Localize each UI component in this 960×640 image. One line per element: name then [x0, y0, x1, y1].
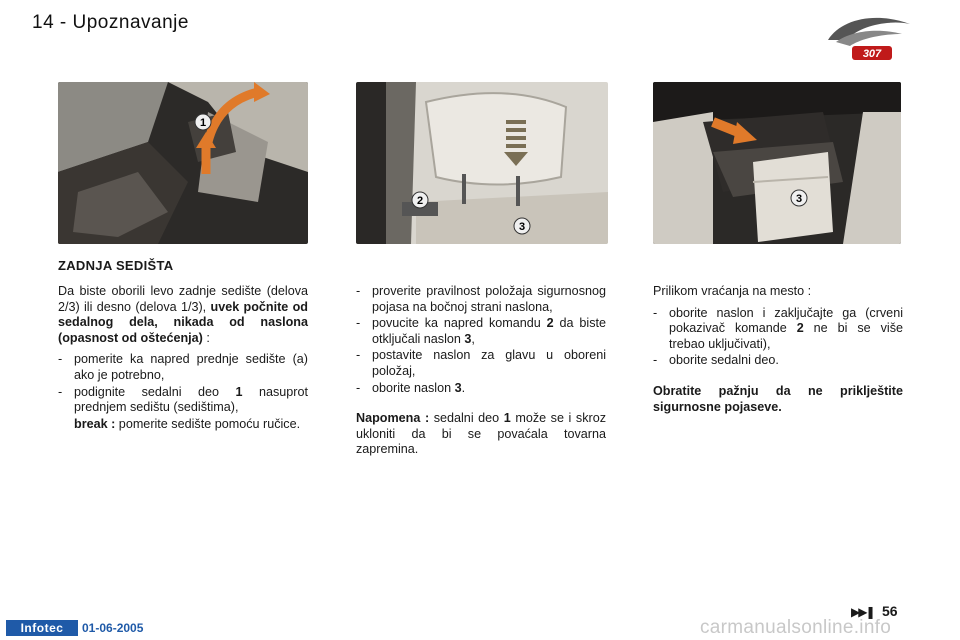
logo-model: 307 [862, 48, 882, 60]
rear-seat-cushion-photo [58, 82, 308, 244]
column-1 [58, 284, 308, 433]
page-header-title: 14 - Upoznavanje [32, 12, 189, 33]
intro-paragraph: Da biste oborili levo zadnje sedište (delova 2/3) ili desno (delova 1/3), uvek počnite od sedalnog dela, nikada od naslona (opasnost od oštećenja) : [58, 284, 308, 345]
folded-backrest-photo [653, 82, 901, 244]
infotec-brand: Infotec [6, 620, 78, 636]
note-paragraph: Napomena : sedalni deo 1 može se i skroz ukloniti da bi se povaćala tovarna zapremina. [356, 411, 606, 457]
list-item: - oborite naslon i zaključajte ga (crveni pokazivač komande 2 ne bi se više trebao uključivati), [653, 305, 903, 351]
section-title: ZADNJA SEDIŠTA [58, 258, 174, 273]
page-number: 56 [882, 603, 898, 619]
callout-1: 1 [199, 117, 207, 129]
warning-paragraph: Obratite pažnju da ne priklještite sigurnosne pojaseve. [653, 383, 903, 414]
footer-date: 01-06-2005 [82, 621, 144, 635]
next-page-icon[interactable]: ▶▶❚ [851, 605, 874, 619]
warning-bold: uvek počnite od sedalnog dela, nikada od naslona (opasnost od oštećenja) [58, 299, 308, 345]
break-note: break : pomerite sedište pomoću ručice. [74, 416, 301, 431]
list-item: - podignite sedalni deo 1 nasuprot prednjem sedištu (sedištima), [58, 384, 308, 415]
list-item: - postavite naslon za glavu u oboreni položaj, [356, 348, 606, 378]
headrest-backrest-photo [356, 82, 608, 244]
column-3 [653, 284, 903, 421]
list-item: - oborite naslon 3. [356, 380, 466, 395]
callout-3: 3 [795, 193, 803, 205]
list-item: - oborite sedalni deo. [653, 353, 779, 368]
watermark: carmanualsonline.info [700, 617, 892, 638]
callout-3: 3 [518, 221, 526, 233]
intro-paragraph: Prilikom vraćanja na mesto : [653, 284, 812, 298]
list-item: - povucite ka napred komandu 2 da biste otključali naslon 3, [356, 316, 606, 346]
callout-2: 2 [416, 195, 424, 207]
list-item: - proverite pravilnost položaja sigurnosnog pojasa na bočnoj strani naslona, [356, 284, 606, 314]
column-2 [356, 284, 606, 464]
peugeot-307-logo [822, 10, 918, 64]
list-item: - pomerite ka napred prednje sedište (a) ako je potrebno, [58, 352, 308, 382]
